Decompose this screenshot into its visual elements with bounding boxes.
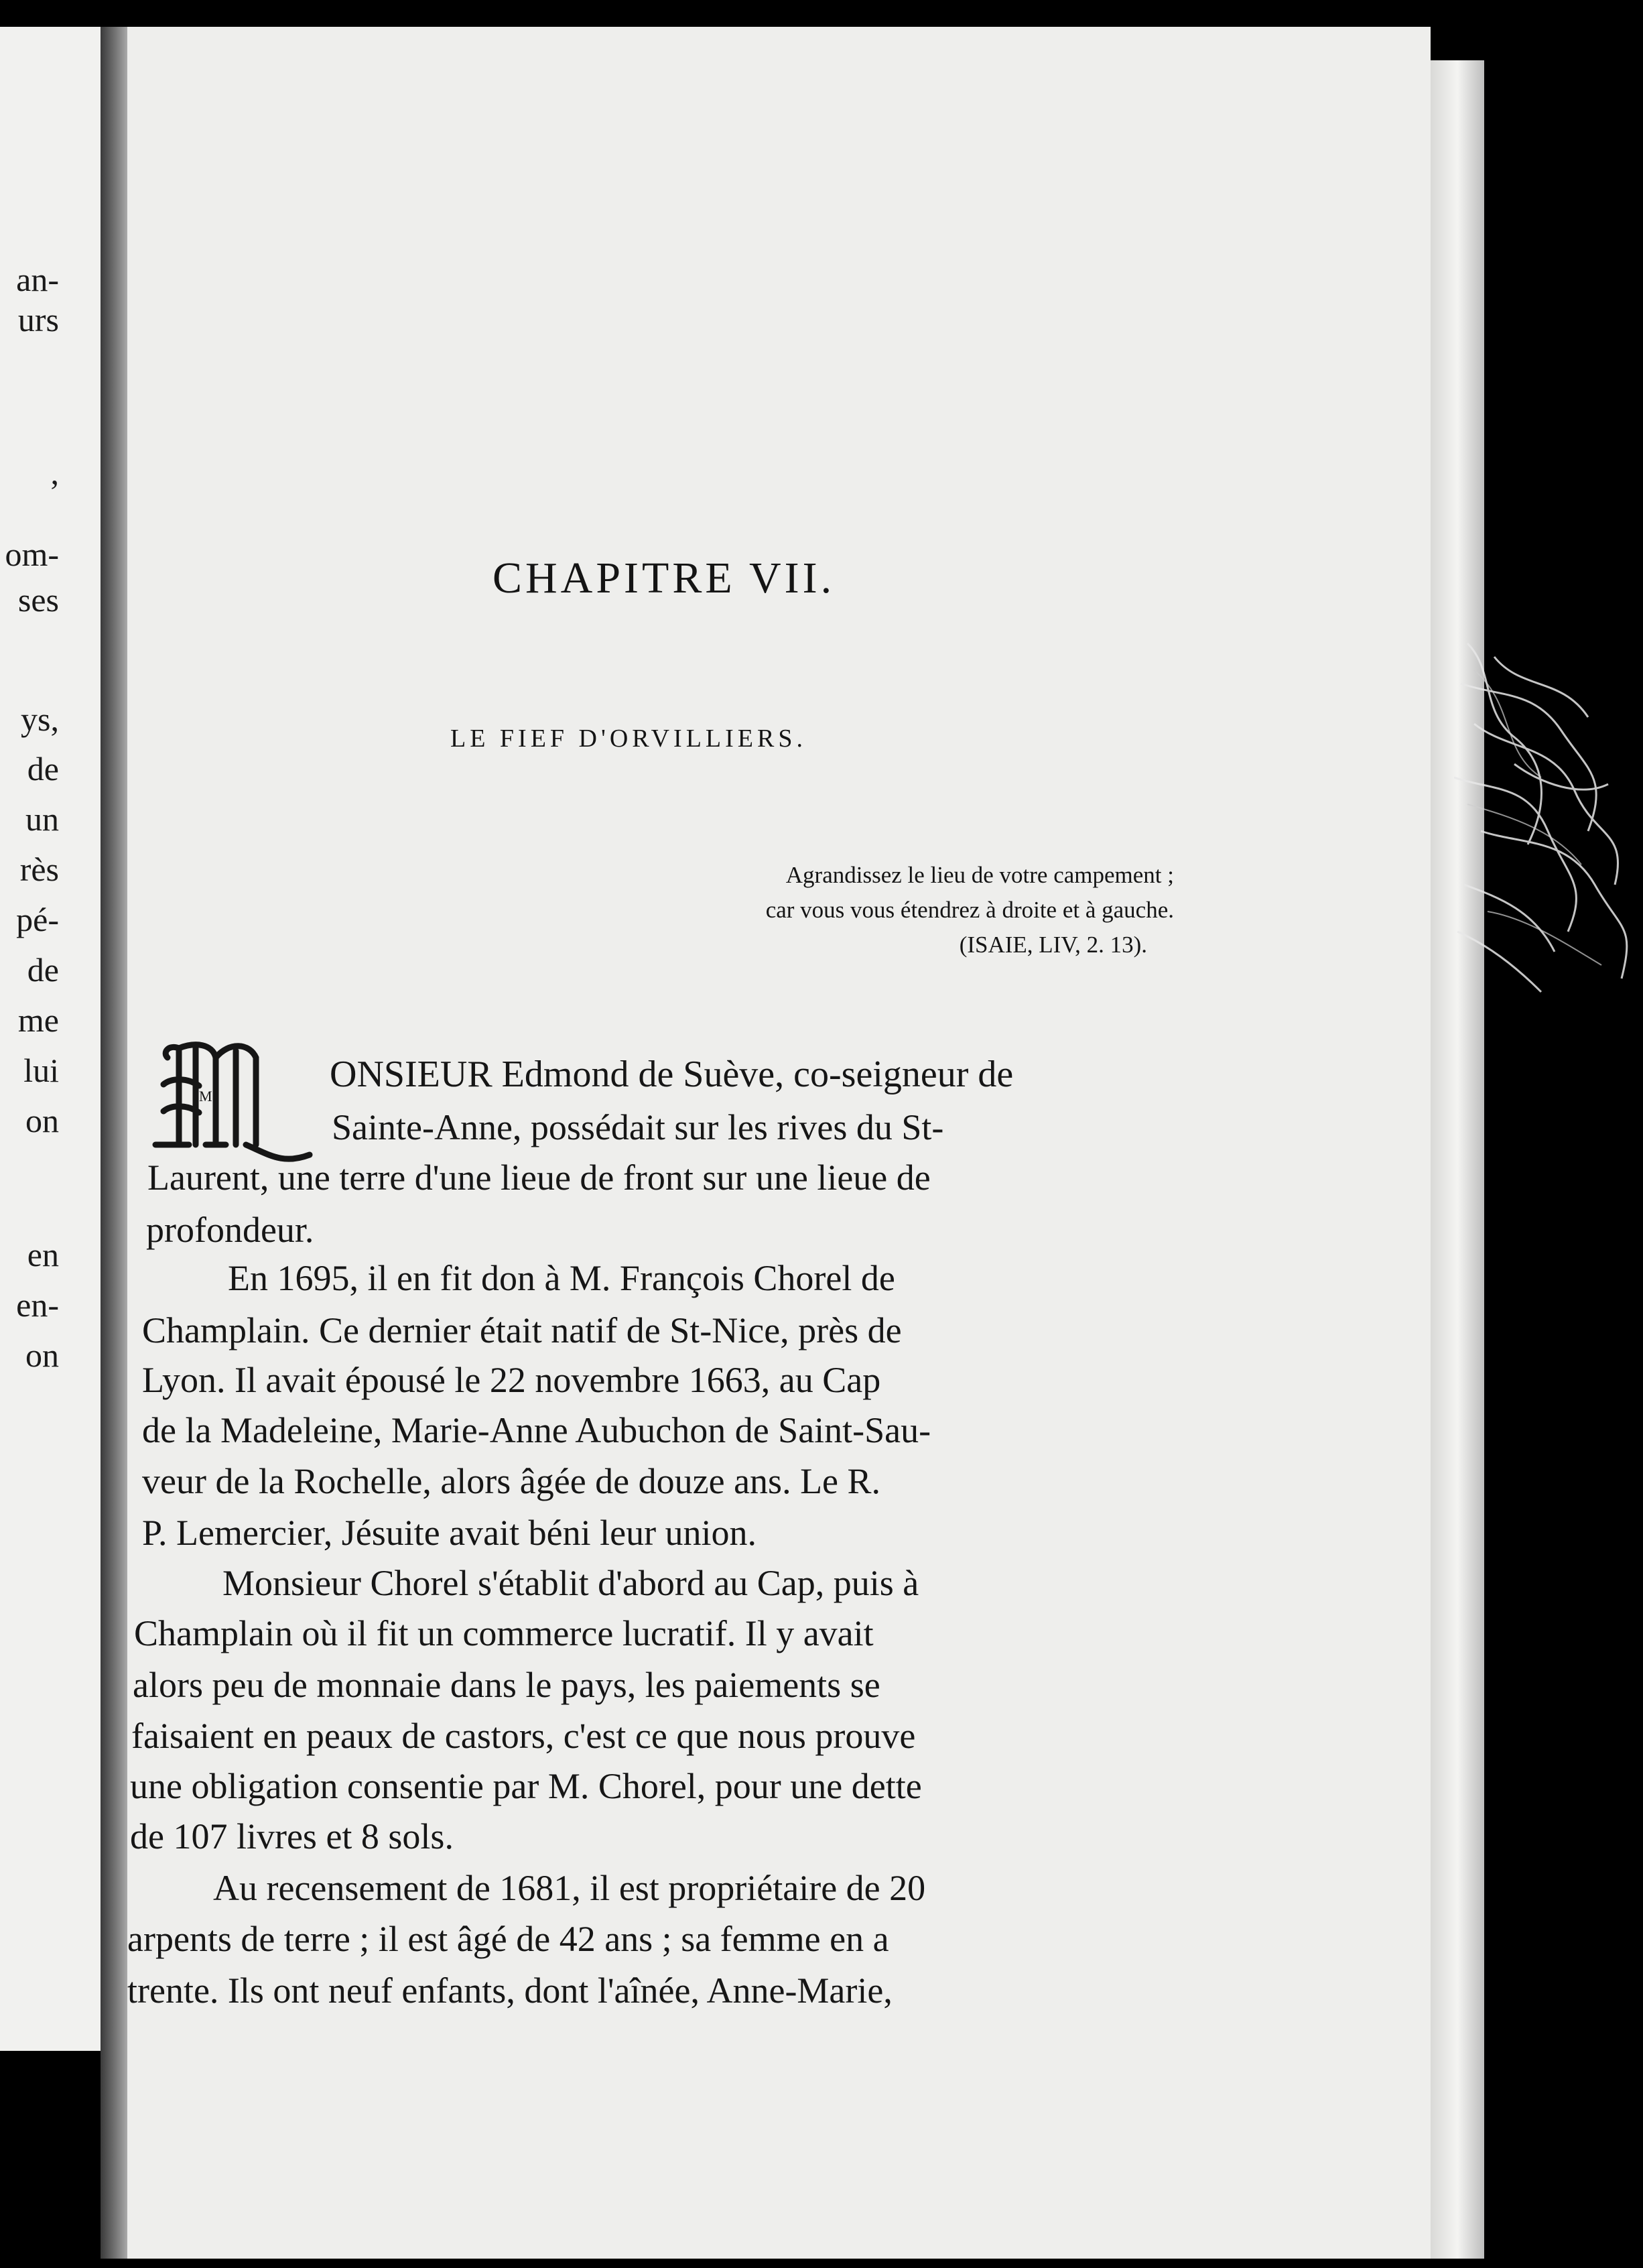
- left-page-fragment: on: [25, 1336, 59, 1374]
- body-line: alors peu de monnaie dans le pays, les paiements se: [133, 1665, 880, 1705]
- body-line: Au recensement de 1681, il est propriétaire de 20: [213, 1868, 926, 1908]
- body-line: Champlain. Ce dernier était natif de St-Nice, près de: [142, 1310, 902, 1350]
- epigraph-reference: (ISAIE, LIV, 2. 13).: [959, 932, 1147, 958]
- body-line: veur de la Rochelle, alors âgée de douze ans. Le R.: [142, 1461, 881, 1501]
- body-line: En 1695, il en fit don à M. François Chorel de: [228, 1258, 895, 1298]
- body-line: de la Madeleine, Marie-Anne Aubuchon de Saint-Sau-: [142, 1410, 931, 1450]
- left-page-fragment: lui: [23, 1052, 59, 1089]
- body-line: trente. Ils ont neuf enfants, dont l'aînée, Anne-Marie,: [127, 1970, 893, 2011]
- body-line: de 107 livres et 8 sols.: [130, 1816, 454, 1856]
- left-page-fragment: pé-: [16, 901, 59, 938]
- left-page-fragment: me: [17, 1001, 59, 1039]
- drop-cap-ornament: [149, 1037, 316, 1172]
- svg-text:M: M: [199, 1088, 212, 1105]
- left-page-fragment: de: [27, 750, 59, 788]
- left-page-fragment: on: [25, 1102, 59, 1139]
- body-line: P. Lemercier, Jésuite avait béni leur union.: [142, 1513, 757, 1553]
- page-edge: [1431, 60, 1484, 2259]
- left-page-edge: [0, 27, 113, 2051]
- body-line: Champlain où il fit un commerce lucratif. Il y avait: [134, 1613, 874, 1653]
- epigraph: [766, 858, 1174, 962]
- torn-paper-fibers: [1454, 630, 1643, 1005]
- body-line: Lyon. Il avait épousé le 22 novembre 1663, au Cap: [142, 1360, 881, 1400]
- left-page-fragment: ,: [50, 454, 59, 491]
- left-page-fragment: an-: [16, 261, 59, 298]
- left-page-fragment: un: [25, 800, 59, 838]
- body-line: ONSIEUR Edmond de Suève, co-seigneur de: [330, 1054, 1014, 1095]
- left-page-fragment: en-: [16, 1286, 59, 1324]
- body-line: Sainte-Anne, possédait sur les rives du St-: [332, 1107, 944, 1147]
- left-page-fragment: ses: [17, 581, 59, 619]
- left-page-fragment: om-: [5, 536, 59, 573]
- body-line: Laurent, une terre d'une lieue de front sur une lieue de: [147, 1157, 931, 1198]
- left-page-fragment: ys,: [21, 700, 59, 738]
- section-title: LE FIEF D'ORVILLIERS.: [450, 724, 807, 753]
- left-page-fragment: urs: [17, 301, 59, 338]
- epigraph-line: car vous vous étendrez à droite et à gauche.: [765, 897, 1174, 923]
- body-line: Monsieur Chorel s'établit d'abord au Cap, puis à: [222, 1563, 919, 1603]
- body-line: arpents de terre ; il est âgé de 42 ans ; sa femme en a: [127, 1919, 889, 1959]
- chapter-title: CHAPITRE VII.: [492, 554, 836, 603]
- body-line: faisaient en peaux de castors, c'est ce que nous prouve: [131, 1716, 916, 1756]
- body-line: profondeur.: [146, 1210, 314, 1250]
- left-page-fragment: en: [27, 1236, 59, 1273]
- epigraph-line: Agrandissez le lieu de votre campement ;: [785, 862, 1174, 888]
- left-page-fragment: de: [27, 951, 59, 989]
- body-line: une obligation consentie par M. Chorel, pour une dette: [130, 1766, 922, 1806]
- left-page-fragment: rès: [19, 850, 59, 888]
